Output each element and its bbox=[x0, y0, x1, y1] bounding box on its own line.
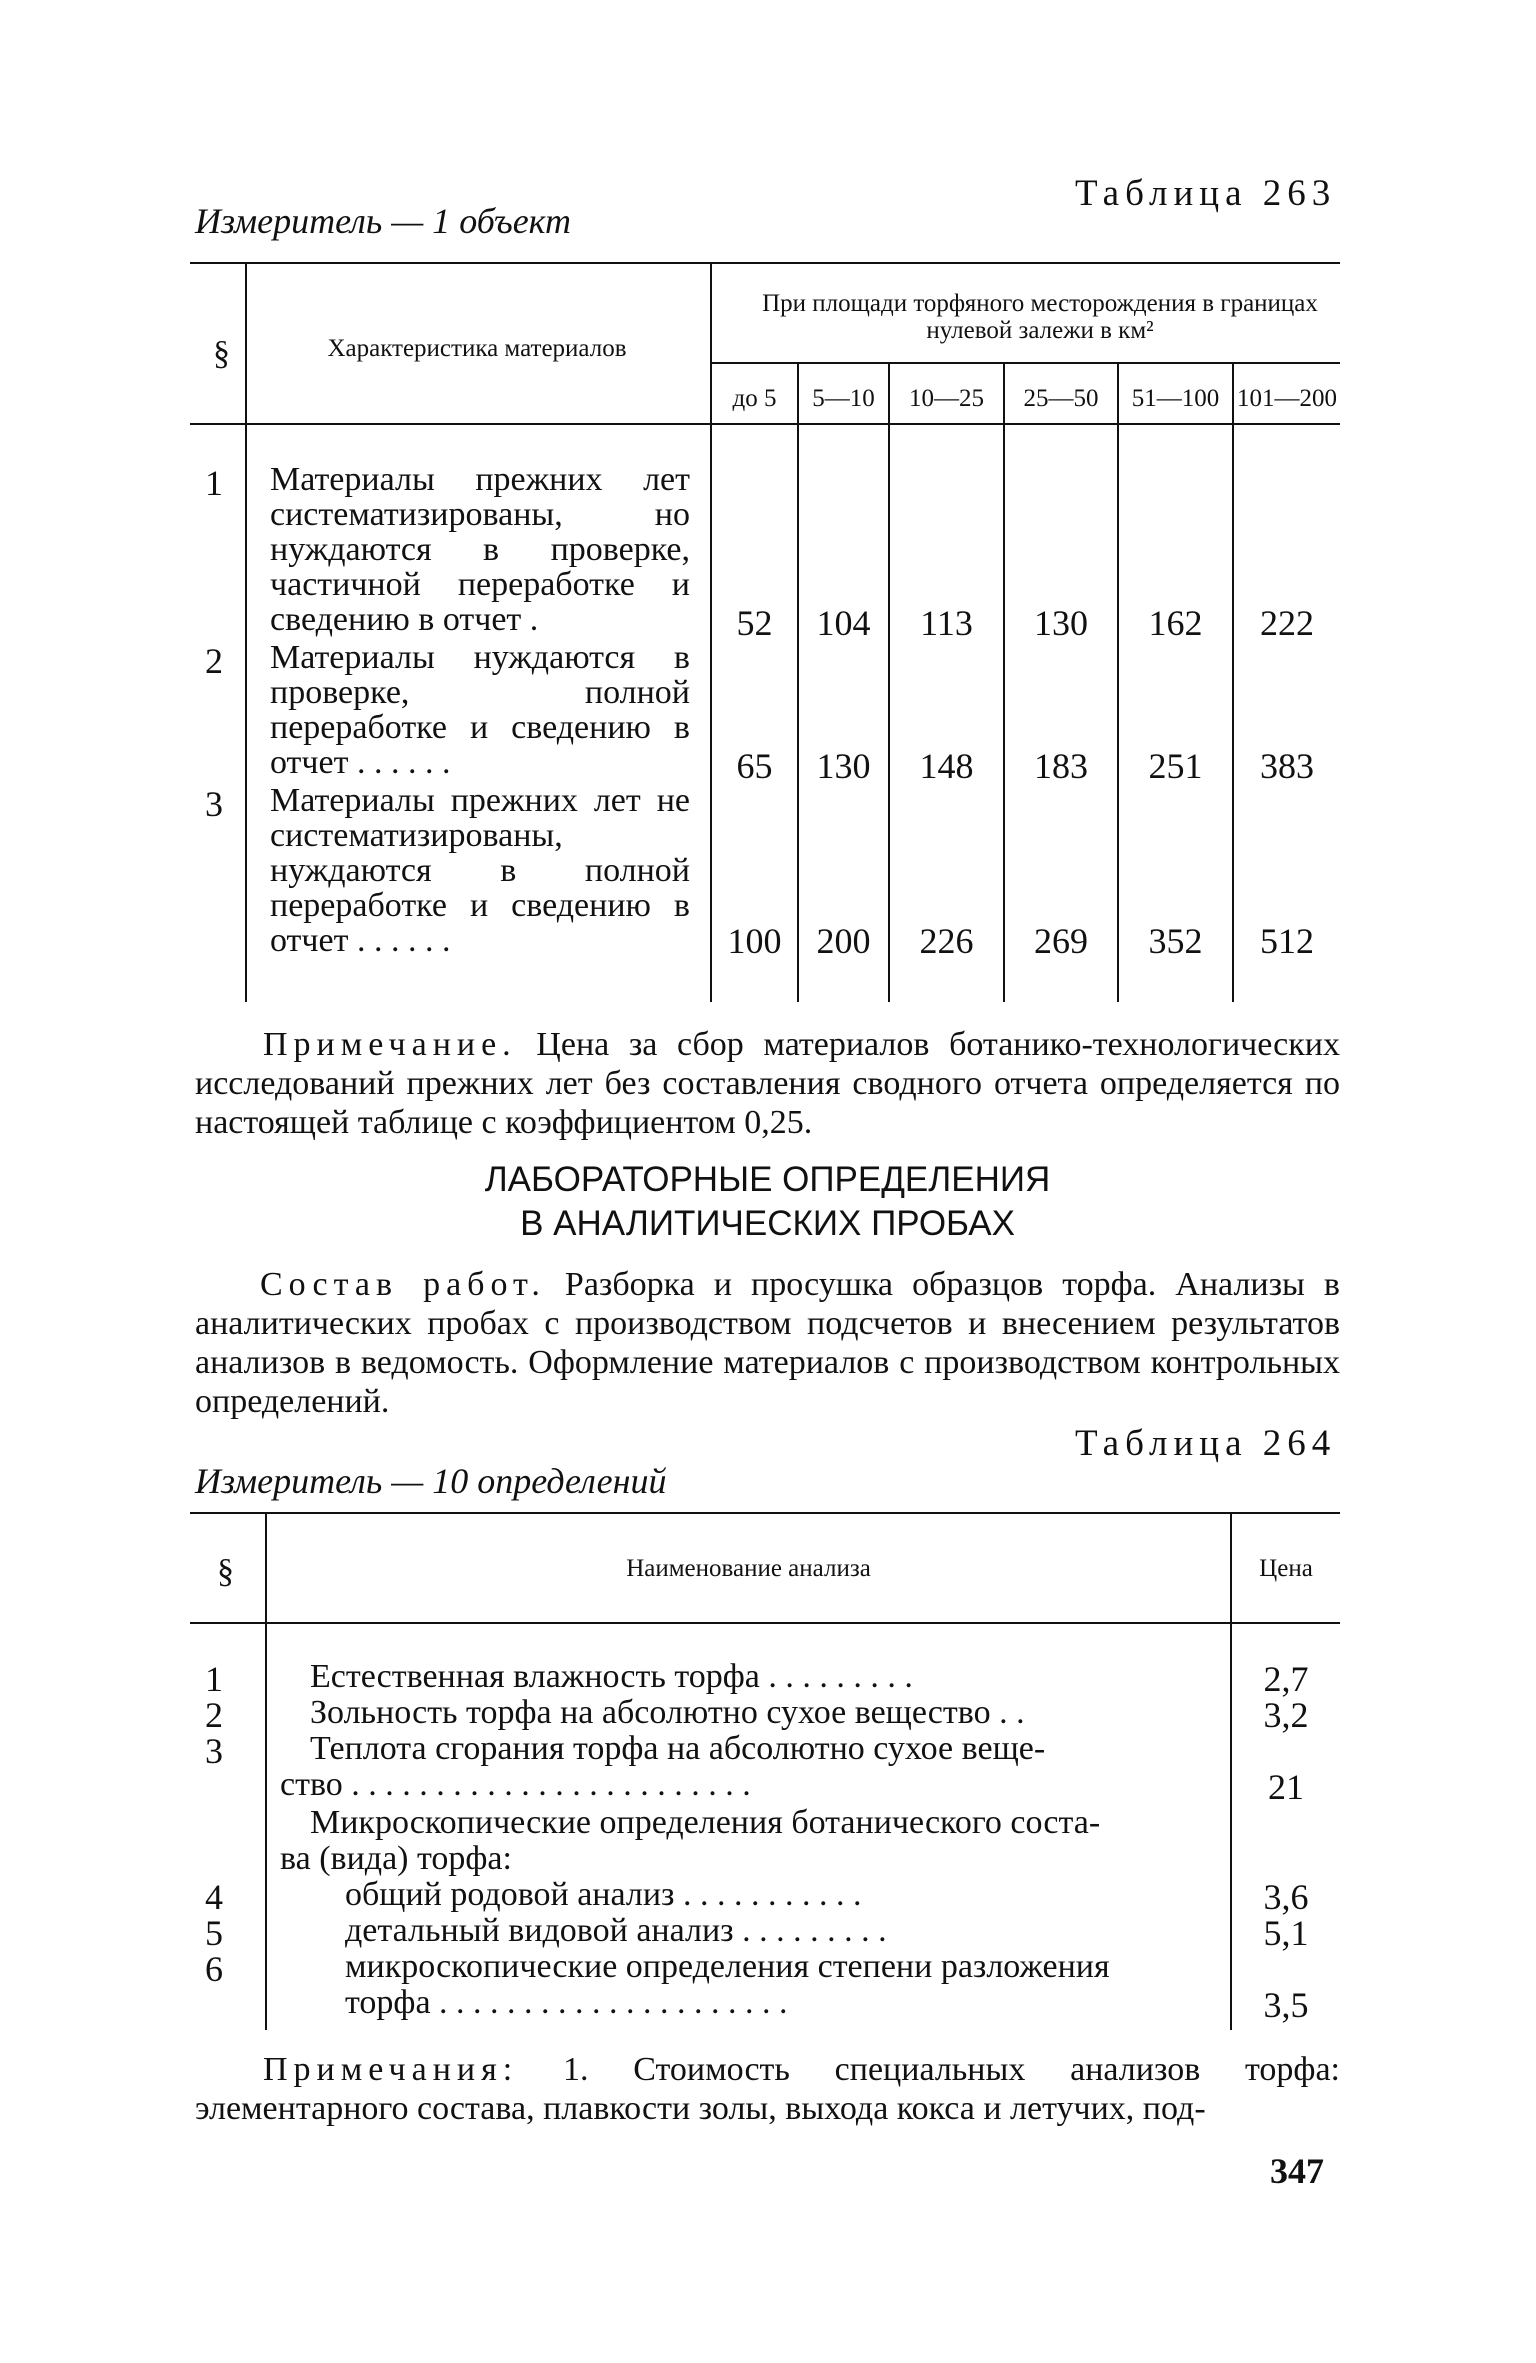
work-scope-paragraph bbox=[195, 1265, 1340, 1421]
row-number: 2 bbox=[205, 1695, 223, 1735]
row-number: 1 bbox=[205, 463, 223, 503]
row-number: 5 bbox=[205, 1913, 223, 1953]
price-cell: 226 bbox=[919, 921, 974, 961]
section-heading bbox=[195, 1158, 1340, 1246]
row-number: 4 bbox=[205, 1877, 223, 1917]
row-number: 3 bbox=[205, 1731, 223, 1771]
row-description: Материалы нуждаются в проверке, полной переработке и сведению в отчет . . . . . . bbox=[270, 639, 690, 781]
price-cell: 269 bbox=[1034, 921, 1088, 961]
analysis-name: Теплота сгорания торфа на абсолютно сухое веще- bbox=[310, 1730, 1046, 1767]
note-text: Цена за сбор материалов ботанико-технологических исследований прежних лет без составления сводного отчета определяется по настоящей таблице с коэффициентом 0,25. bbox=[195, 1026, 1340, 1141]
notes-label: Примечания: bbox=[263, 2051, 519, 2088]
analysis-name: Естественная влажность торфа . . . . . . . . . bbox=[310, 1658, 913, 1695]
row-number: 6 bbox=[205, 1949, 223, 1989]
notes-text: 1. Стоимость специальных анализов торфа: элементарного состава, плавкости золы, выхода кокса и летучих, под- bbox=[195, 2051, 1340, 2127]
table-263-col-divider bbox=[1003, 362, 1005, 1002]
range-header: 51—100 bbox=[1131, 385, 1220, 412]
analysis-group-heading: Микроскопические определения ботанического соста- bbox=[310, 1804, 1101, 1841]
row-description: Материалы прежних лет систематизированы, но нуждаются в проверке, частичной переработке и сведению в отчет . bbox=[270, 461, 690, 638]
price-cell: 113 bbox=[920, 603, 973, 643]
table-263-header-bottom-rule bbox=[190, 423, 1340, 425]
price-cell: 130 bbox=[1034, 603, 1088, 643]
table-264-price-header: Цена bbox=[1259, 1555, 1313, 1582]
analysis-price: 5,1 bbox=[1263, 1913, 1309, 1953]
price-cell: 222 bbox=[1260, 603, 1314, 643]
table-264-name-header: Наименование анализа bbox=[626, 1555, 871, 1582]
note-263 bbox=[195, 1025, 1340, 1142]
price-cell: 200 bbox=[816, 921, 871, 961]
analysis-name: Зольность торфа на абсолютно сухое вещество . . bbox=[310, 1694, 1025, 1731]
row-number: 3 bbox=[205, 784, 223, 824]
table-263-characteristic-header: Характеристика материалов bbox=[327, 335, 627, 362]
analysis-price: 3,2 bbox=[1263, 1695, 1309, 1735]
table-263-title: Таблица 263 bbox=[1075, 173, 1337, 214]
table-264-measure: Измеритель — 10 определений bbox=[195, 1461, 667, 1501]
price-cell: 251 bbox=[1148, 746, 1203, 786]
range-header: 101—200 bbox=[1237, 385, 1337, 412]
table-263-top-rule bbox=[190, 262, 1340, 264]
note-label: Примечание. bbox=[263, 1026, 517, 1063]
section-heading-line: ЛАБОРАТОРНЫЕ ОПРЕДЕЛЕНИЯ bbox=[484, 1160, 1051, 1199]
analysis-price: 3,6 bbox=[1263, 1877, 1309, 1917]
analysis-name: микроскопические определения степени разложения bbox=[345, 1948, 1110, 1985]
range-header: 10—25 bbox=[909, 385, 984, 412]
row-number: 2 bbox=[205, 641, 223, 681]
price-cell: 52 bbox=[736, 603, 773, 643]
range-header: 5—10 bbox=[812, 385, 875, 412]
row-description: Материалы прежних лет не систематизированы, нуждаются в полной переработке и сведению в отчет . . . . . . bbox=[270, 782, 690, 959]
table-263-col-divider bbox=[1232, 362, 1234, 1002]
table-264-header-bottom-rule bbox=[190, 1622, 1340, 1624]
table-263-col-divider bbox=[245, 262, 247, 1002]
table-264-title: Таблица 264 bbox=[1075, 1423, 1337, 1464]
price-cell: 352 bbox=[1148, 921, 1203, 961]
analysis-name: общий родовой анализ . . . . . . . . . . . bbox=[345, 1876, 862, 1913]
price-cell: 183 bbox=[1034, 746, 1088, 786]
notes-264 bbox=[195, 2050, 1340, 2128]
table-263-subheader-rule bbox=[710, 362, 1340, 364]
page-number: 347 bbox=[1270, 2151, 1324, 2191]
work-scope-text: Разборка и просушка образцов торфа. Анализы в аналитических пробах с производством подсчетов и внесением результатов анализов в ведомость. Оформление материалов с производством контрольных определений. bbox=[195, 1266, 1340, 1420]
table-263-area-header: При площади торфяного месторождения в границах нулевой залежи в км² bbox=[762, 290, 1318, 344]
row-number: 1 bbox=[205, 1659, 223, 1699]
table-263-col-divider bbox=[797, 362, 799, 1002]
table-263-measure: Измеритель — 1 объект bbox=[195, 201, 572, 241]
price-cell: 148 bbox=[919, 746, 974, 786]
price-cell: 162 bbox=[1148, 603, 1203, 643]
analysis-price: 21 bbox=[1268, 1767, 1304, 1807]
price-cell: 130 bbox=[816, 746, 871, 786]
price-cell: 100 bbox=[727, 921, 782, 961]
analysis-group-heading-continuation: ва (вида) торфа: bbox=[280, 1840, 512, 1877]
analysis-name: детальный видовой анализ . . . . . . . . . bbox=[345, 1912, 887, 1949]
analysis-price: 3,5 bbox=[1263, 1985, 1309, 2025]
table-264-section-header: § bbox=[217, 1553, 234, 1590]
table-263-col-divider bbox=[1117, 362, 1119, 1002]
section-heading-line: В АНАЛИТИЧЕСКИХ ПРОБАХ bbox=[520, 1204, 1015, 1243]
table-263-section-header: § bbox=[213, 335, 230, 372]
analysis-name-continuation: ство . . . . . . . . . . . . . . . . . . . . . . . . bbox=[280, 1766, 751, 1803]
price-cell: 104 bbox=[816, 603, 871, 643]
price-cell: 65 bbox=[736, 746, 773, 786]
analysis-name-continuation: торфа . . . . . . . . . . . . . . . . . . . . . bbox=[345, 1984, 788, 2021]
price-cell: 383 bbox=[1260, 746, 1314, 786]
table-264-top-rule bbox=[190, 1512, 1340, 1514]
work-scope-label: Состав работ. bbox=[260, 1266, 546, 1303]
table-264-col-divider bbox=[265, 1512, 267, 2030]
analysis-price: 2,7 bbox=[1263, 1659, 1309, 1699]
range-header: до 5 bbox=[732, 385, 777, 412]
table-263-col-divider bbox=[888, 362, 890, 1002]
range-header: 25—50 bbox=[1023, 385, 1099, 412]
price-cell: 512 bbox=[1260, 921, 1314, 961]
